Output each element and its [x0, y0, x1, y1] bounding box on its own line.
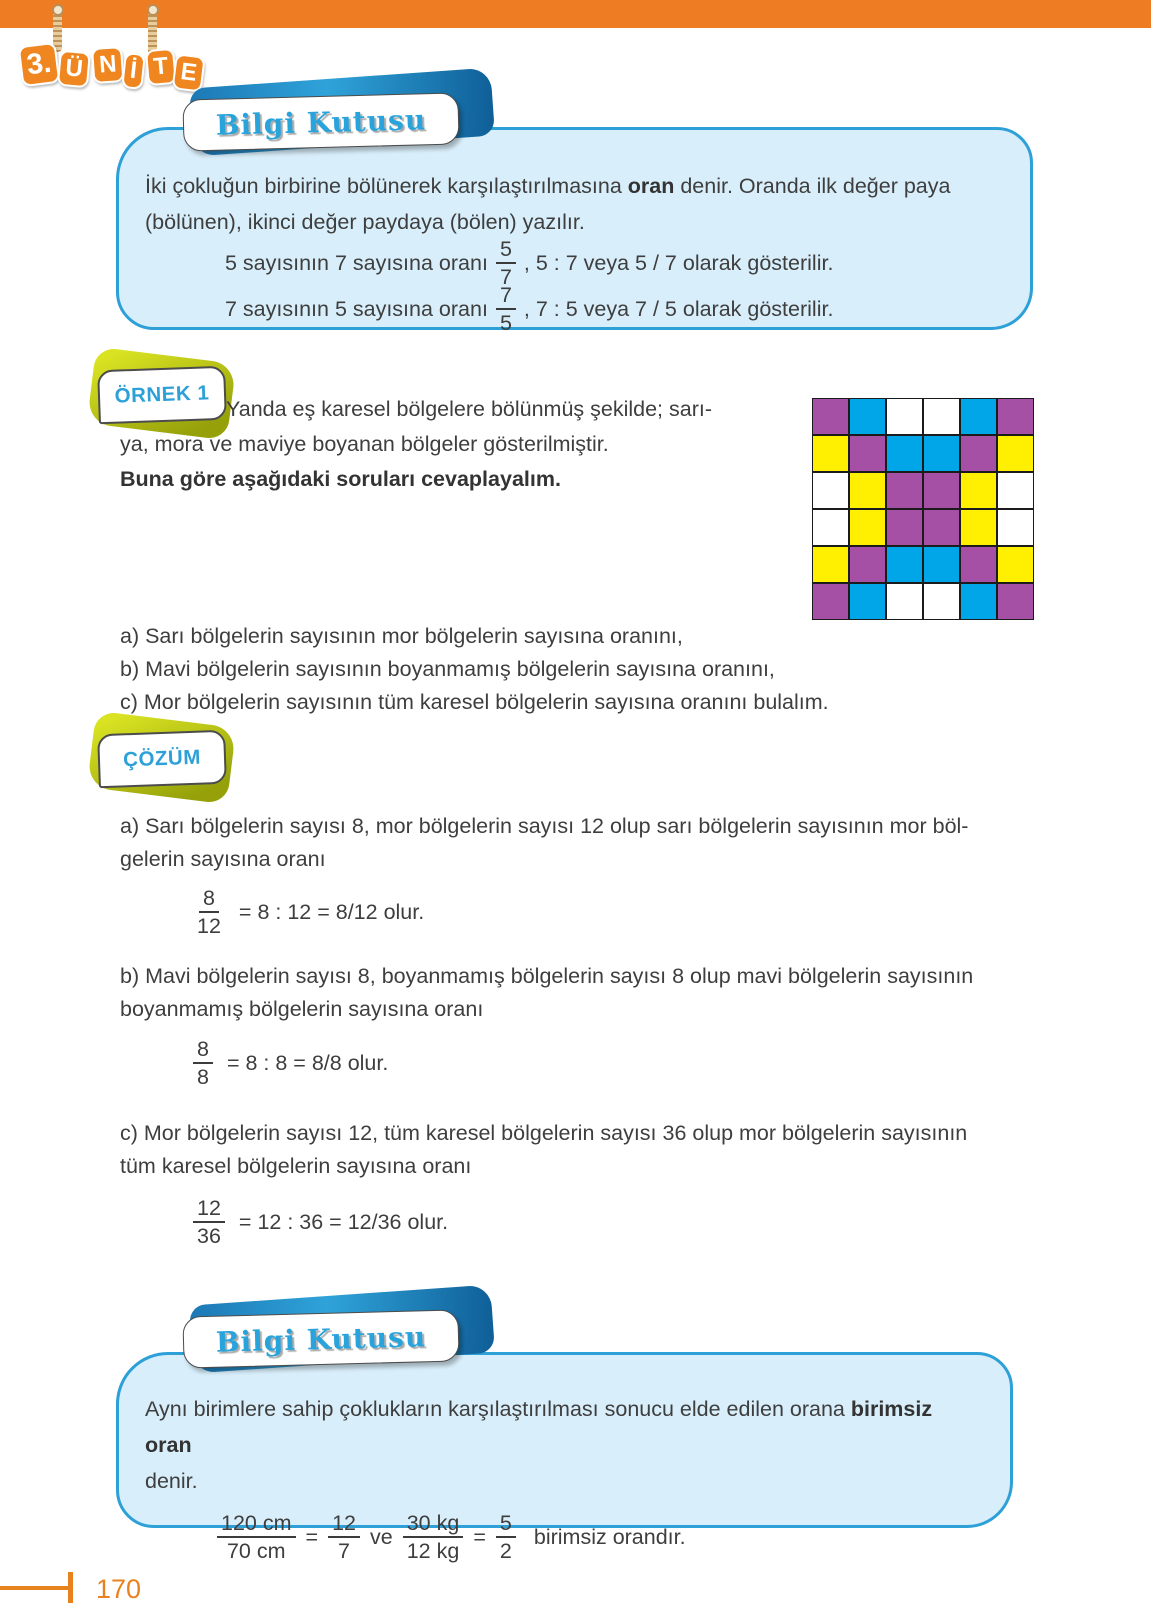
info-box-bottom-content	[119, 1355, 1010, 1563]
footer-rule-tick	[68, 1572, 73, 1603]
grid-cell-yellow	[960, 472, 997, 509]
solution-c-line1: c) Mor bölgelerin sayısı 12, tüm karesel bölgelerin sayısı 36 olup mor bölgelerin sayısının	[120, 1121, 968, 1145]
fraction-numerator: 8	[193, 1037, 213, 1064]
grid-cell-purple	[923, 472, 960, 509]
unit-badge-letter: 3.	[18, 42, 61, 87]
grid-cell-blue	[886, 435, 923, 472]
grid-cell-blue	[960, 398, 997, 435]
grid-cell-purple	[997, 583, 1034, 620]
solution-b-line2: boyanmamış bölgelerin sayısına oranı	[120, 997, 484, 1021]
grid-cell-white	[923, 583, 960, 620]
info-box-bottom	[116, 1352, 1013, 1564]
fraction-denominator: 70 cm	[226, 1539, 286, 1564]
grid-cell-blue	[886, 546, 923, 583]
fraction-denominator: 5	[499, 311, 512, 335]
ratio-line-2	[225, 282, 1002, 335]
equals-sign: =	[473, 1524, 486, 1549]
info-box-top-text-line2: (bölünen), ikinci değer paydaya (bölen) yazılır.	[145, 210, 585, 234]
fraction-numerator: 12	[328, 1511, 360, 1538]
intro-prefix: İki çokluğun birbirine bölünerek karşılaştırılmasına	[145, 174, 628, 198]
intro-bold-term: oran	[627, 174, 675, 198]
solution-c-paragraph	[120, 1117, 1045, 1183]
fraction-denominator: 8	[197, 1065, 209, 1089]
grid-cell-yellow	[812, 435, 849, 472]
solution-label-tag	[98, 726, 230, 788]
grid-cell-yellow	[997, 546, 1034, 583]
unit-badge-letter: T	[144, 48, 176, 86]
info-box-top	[116, 127, 1033, 335]
fraction	[217, 1511, 296, 1563]
info-box-bottom-text-line2: denir.	[145, 1469, 198, 1493]
ratio-lead: 5 sayısının 7 sayısına oranı	[225, 250, 488, 275]
grid-cell-blue	[849, 398, 886, 435]
grid-cell-purple	[886, 472, 923, 509]
equation-tail-text: birimsiz orandır.	[533, 1524, 686, 1549]
grid-cell-blue	[960, 583, 997, 620]
unit-badge-tiles	[20, 44, 206, 85]
fraction-denominator: 2	[499, 1539, 512, 1564]
tag-plate	[97, 730, 227, 788]
grid-cell-white	[812, 472, 849, 509]
page-number: 170	[96, 1574, 142, 1604]
fraction-numerator: 120 cm	[217, 1511, 296, 1538]
question-a: a) Sarı bölgelerin sayısının mor bölgelerin sayısına oranını,	[120, 624, 683, 648]
fraction-denominator: 36	[197, 1224, 221, 1248]
fraction-denominator: 7	[338, 1539, 351, 1564]
grid-cell-purple	[886, 509, 923, 546]
top-accent-bar	[0, 0, 1151, 28]
grid-cell-purple	[997, 398, 1034, 435]
grid-cell-purple	[960, 435, 997, 472]
fraction-denominator: 12 kg	[406, 1539, 460, 1564]
equation-text: = 8 : 12 = 8/12 olur.	[238, 899, 425, 924]
fraction-denominator: 12	[197, 914, 221, 938]
solution-b-line1: b) Mavi bölgelerin sayısı 8, boyanmamış bölgelerin sayısı 8 olup mavi bölgelerin sayısının	[120, 964, 974, 988]
grid-cell-purple	[849, 435, 886, 472]
question-c: c) Mor bölgelerin sayısının tüm karesel bölgelerin sayısına oranını bulalım.	[120, 690, 829, 714]
grid-cell-yellow	[812, 546, 849, 583]
info-box-top-text-line1	[145, 168, 1002, 204]
unit-badge-letter: E	[172, 53, 206, 92]
solution-b-equation	[193, 1037, 388, 1089]
fraction	[403, 1511, 464, 1563]
fraction-numerator: 5	[496, 1511, 516, 1538]
grid-cell-blue	[849, 583, 886, 620]
equals-sign: =	[305, 1524, 319, 1549]
ratio-lead: 7 sayısının 5 sayısına oranı	[225, 296, 488, 321]
grid-cell-blue	[923, 546, 960, 583]
info-box-bottom-header	[183, 1303, 475, 1367]
solution-a-equation	[193, 886, 424, 938]
birimsiz-prefix: Aynı birimlere sahip çoklukların karşılaştırılması sonucu elde edilen orana	[145, 1397, 851, 1421]
grid-cell-yellow	[849, 472, 886, 509]
info-box-bottom-text-line1	[145, 1391, 982, 1463]
equation-text: = 12 : 36 = 12/36 olur.	[238, 1209, 449, 1234]
equation-text: = 8 : 8 = 8/8 olur.	[226, 1050, 389, 1075]
grid-cell-purple	[812, 398, 849, 435]
unit-badge-letter: Ü	[57, 50, 91, 89]
solution-a-paragraph	[120, 810, 1045, 876]
example-line1: Yanda eş karesel bölgelere bölünmüş şekilde; sarı-	[226, 397, 713, 421]
fraction-numerator: 8	[199, 886, 219, 913]
grid-cell-white	[886, 583, 923, 620]
info-box-top-content	[119, 130, 1030, 335]
unit-badge	[20, 40, 199, 120]
fraction-numerator: 12	[193, 1196, 225, 1223]
solution-a-line1: a) Sarı bölgelerin sayısı 8, mor bölgelerin sayısı 12 olup sarı bölgelerin sayısının mor böl-	[120, 814, 969, 838]
solution-c-line2: tüm karesel bölgelerin sayısına oranı	[120, 1154, 472, 1178]
example-text	[120, 392, 800, 497]
fraction	[496, 1511, 516, 1563]
grid-cell-yellow	[997, 435, 1034, 472]
grid-cell-white	[997, 509, 1034, 546]
grid-cell-yellow	[849, 509, 886, 546]
solution-a-line2: gelerin sayısına oranı	[120, 847, 326, 871]
fraction-numerator: 30 kg	[403, 1511, 464, 1538]
info-box-top-header	[183, 86, 475, 150]
solution-label: ÇÖZÜM	[122, 745, 202, 772]
intro-after-bold: denir. Oranda ilk değer paya	[674, 174, 951, 198]
ratio-tail: , 7 : 5 veya 7 / 5 olarak gösterilir.	[523, 296, 834, 321]
unit-badge-letter: N	[91, 46, 125, 84]
fraction	[328, 1511, 360, 1563]
grid-cell-white	[997, 472, 1034, 509]
grid-cell-blue	[923, 435, 960, 472]
grid-cell-purple	[923, 509, 960, 546]
question-list	[120, 620, 1020, 719]
info-box-title: Bilgi Kutusu	[215, 1319, 427, 1359]
birimsiz-bold-term: birimsiz oran	[145, 1397, 933, 1457]
fraction	[496, 237, 516, 289]
connector-text: ve	[370, 1524, 393, 1549]
ratio-line-1	[225, 236, 1002, 289]
grid-cell-yellow	[960, 509, 997, 546]
colored-grid	[812, 398, 1034, 620]
footer-rule	[0, 1586, 70, 1590]
fraction-numerator: 7	[496, 283, 516, 310]
banner-plate	[182, 1309, 459, 1368]
fraction	[193, 1037, 213, 1089]
grid-cell-purple	[960, 546, 997, 583]
example-line3: Buna göre aşağıdaki soruları cevaplayalım.	[120, 467, 561, 491]
question-b: b) Mavi bölgelerin sayısının boyanmamış bölgelerin sayısına oranını,	[120, 657, 775, 681]
fraction-denominator: 7	[499, 265, 512, 289]
solution-c-equation	[193, 1196, 448, 1248]
fraction	[193, 1196, 225, 1248]
example-line2: ya, mora ve maviye boyanan bölgeler gösterilmiştir.	[120, 432, 609, 456]
solution-b-paragraph	[120, 960, 1045, 1026]
example-label: ÖRNEK 1	[114, 381, 210, 408]
banner-plate	[182, 92, 459, 151]
fraction-numerator: 5	[496, 237, 516, 264]
info-box-title: Bilgi Kutusu	[215, 102, 427, 142]
grid-cell-white	[923, 398, 960, 435]
unit-badge-letter: İ	[121, 52, 145, 90]
fraction	[193, 886, 225, 938]
unitless-ratio-equation	[209, 1511, 982, 1563]
fraction	[496, 283, 516, 335]
grid-cell-purple	[812, 583, 849, 620]
grid-cell-white	[886, 398, 923, 435]
ratio-tail: , 5 : 7 veya 5 / 7 olarak gösterilir.	[523, 250, 834, 275]
grid-cell-white	[812, 509, 849, 546]
grid-cell-purple	[849, 546, 886, 583]
